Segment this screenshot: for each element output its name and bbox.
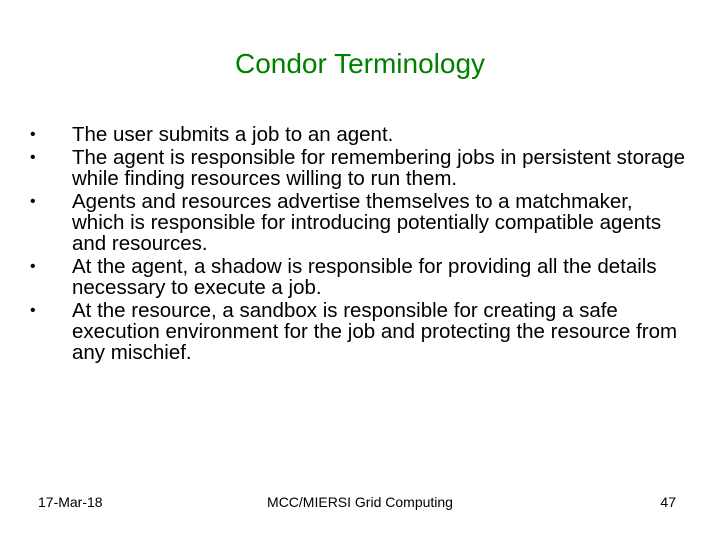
bullet-text: Agents and resources advertise themselves to a matchmaker, which is responsible for introducing potentially compatible agents and resources. (72, 190, 662, 255)
footer-date: 17-Mar-18 (38, 494, 103, 510)
bullet-icon: • (30, 258, 36, 275)
slide-title: Condor Terminology (234, 48, 486, 79)
footer-course: MCC/MIERSI Grid Computing (267, 494, 453, 510)
bullet-icon: • (30, 193, 36, 210)
bullet-text: At the resource, a sandbox is responsible for creating a safe execution environment for the job and protecting the resource from any mischief. (72, 299, 678, 364)
bullet-item (30, 256, 690, 298)
bullet-item (30, 124, 690, 145)
bullet-item (30, 300, 690, 363)
bullet-icon: • (30, 126, 36, 143)
bullet-list (30, 124, 690, 365)
bullet-item (30, 191, 690, 254)
bullet-text: At the agent, a shadow is responsible for providing all the details necessary to execute a job. (72, 255, 657, 299)
bullet-icon: • (30, 302, 36, 319)
bullet-text: The agent is responsible for remembering jobs in persistent storage while finding resources willing to run them. (72, 146, 686, 190)
bullet-item (30, 147, 690, 189)
bullet-icon: • (30, 149, 36, 166)
bullet-text: The user submits a job to an agent. (72, 123, 394, 146)
footer-page-number: 47 (660, 494, 676, 510)
